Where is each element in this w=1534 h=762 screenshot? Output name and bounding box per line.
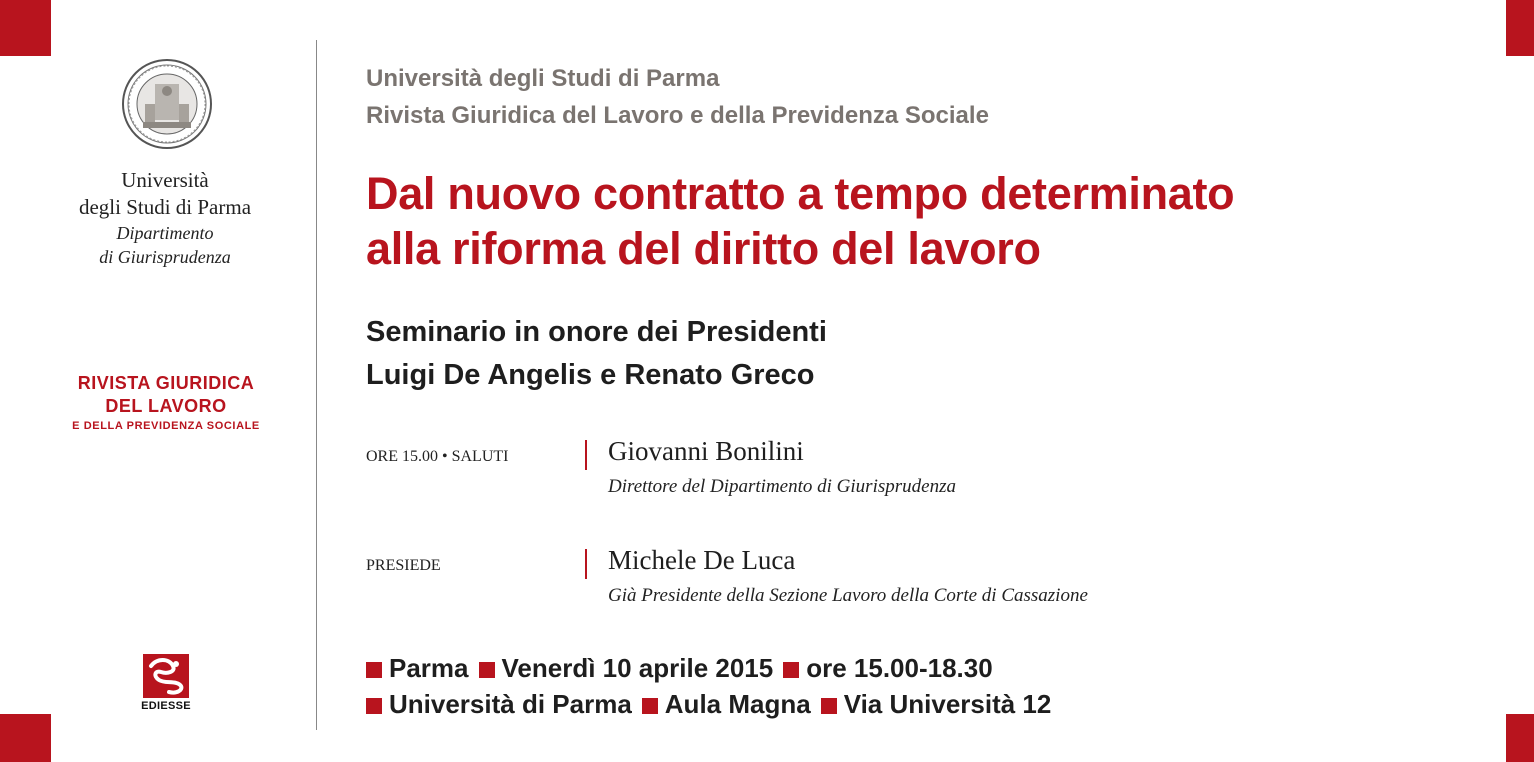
- event-room: Aula Magna: [664, 689, 811, 719]
- square-bullet-icon: [642, 698, 658, 714]
- event-city: Parma: [389, 653, 469, 683]
- department-name-line: Dipartimento: [116, 223, 214, 243]
- event-title-line: Dal nuovo contratto a tempo determinato: [366, 168, 1235, 219]
- event-title: [366, 166, 1234, 276]
- corner-decoration-bottom-left: [0, 714, 51, 762]
- speaker-role: Già Presidente della Sezione Lavoro della Corte di Cassazione: [608, 585, 1088, 606]
- event-subtitle-line: Seminario in onore dei Presidenti: [366, 316, 827, 348]
- rivista-logo-line: DEL LAVORO: [105, 396, 227, 416]
- speaker-role: Direttore del Dipartimento di Giurisprudenza: [608, 476, 956, 497]
- event-date: Venerdì 10 aprile 2015: [501, 653, 774, 683]
- university-name-line: Università: [121, 168, 209, 192]
- program-item-divider: [585, 549, 587, 579]
- event-info-line: [366, 686, 1061, 722]
- event-address: Via Università 12: [843, 689, 1052, 719]
- university-seal-icon: [121, 58, 213, 150]
- header-line-rivista: Rivista Giuridica del Lavoro e della Previdenza Sociale: [366, 102, 989, 129]
- square-bullet-icon: [366, 698, 382, 714]
- university-department-block: [40, 167, 290, 269]
- square-bullet-icon: [479, 662, 495, 678]
- corner-decoration-bottom-right: [1506, 714, 1534, 762]
- speaker-name: Michele De Luca: [608, 545, 796, 575]
- rivista-logo-line: RIVISTA GIURIDICA: [77, 373, 255, 393]
- speaker-name: Giovanni Bonilini: [608, 436, 804, 466]
- event-subtitle: [366, 311, 827, 397]
- square-bullet-icon: [783, 662, 799, 678]
- program-item-label: ORE 15.00 • SALUTI: [366, 448, 509, 465]
- publisher-label: EDIESSE: [141, 700, 191, 712]
- square-bullet-icon: [366, 662, 382, 678]
- department-name-line: di Giurisprudenza: [99, 247, 231, 267]
- event-time: ore 15.00-18.30: [806, 653, 993, 683]
- corner-decoration-top-left: [0, 0, 51, 56]
- header-line-university: Università degli Studi di Parma: [366, 65, 720, 92]
- event-title-line: alla riforma del diritto del lavoro: [366, 223, 1041, 274]
- event-info-line: [366, 650, 1003, 686]
- vertical-divider: [316, 40, 317, 730]
- rivista-logo: [40, 372, 292, 434]
- ediesse-logo-icon: [143, 654, 189, 698]
- university-name-line: degli Studi di Parma: [78, 195, 252, 219]
- program-item-label: PRESIEDE: [366, 557, 441, 574]
- event-venue: Università di Parma: [389, 689, 632, 719]
- rivista-logo-line: E DELLA PREVIDENZA SOCIALE: [72, 420, 260, 432]
- organizers-header: [366, 60, 989, 134]
- square-bullet-icon: [821, 698, 837, 714]
- event-subtitle-line: Luigi De Angelis e Renato Greco: [366, 359, 815, 391]
- corner-decoration-top-right: [1506, 0, 1534, 56]
- program-item-divider: [585, 440, 587, 470]
